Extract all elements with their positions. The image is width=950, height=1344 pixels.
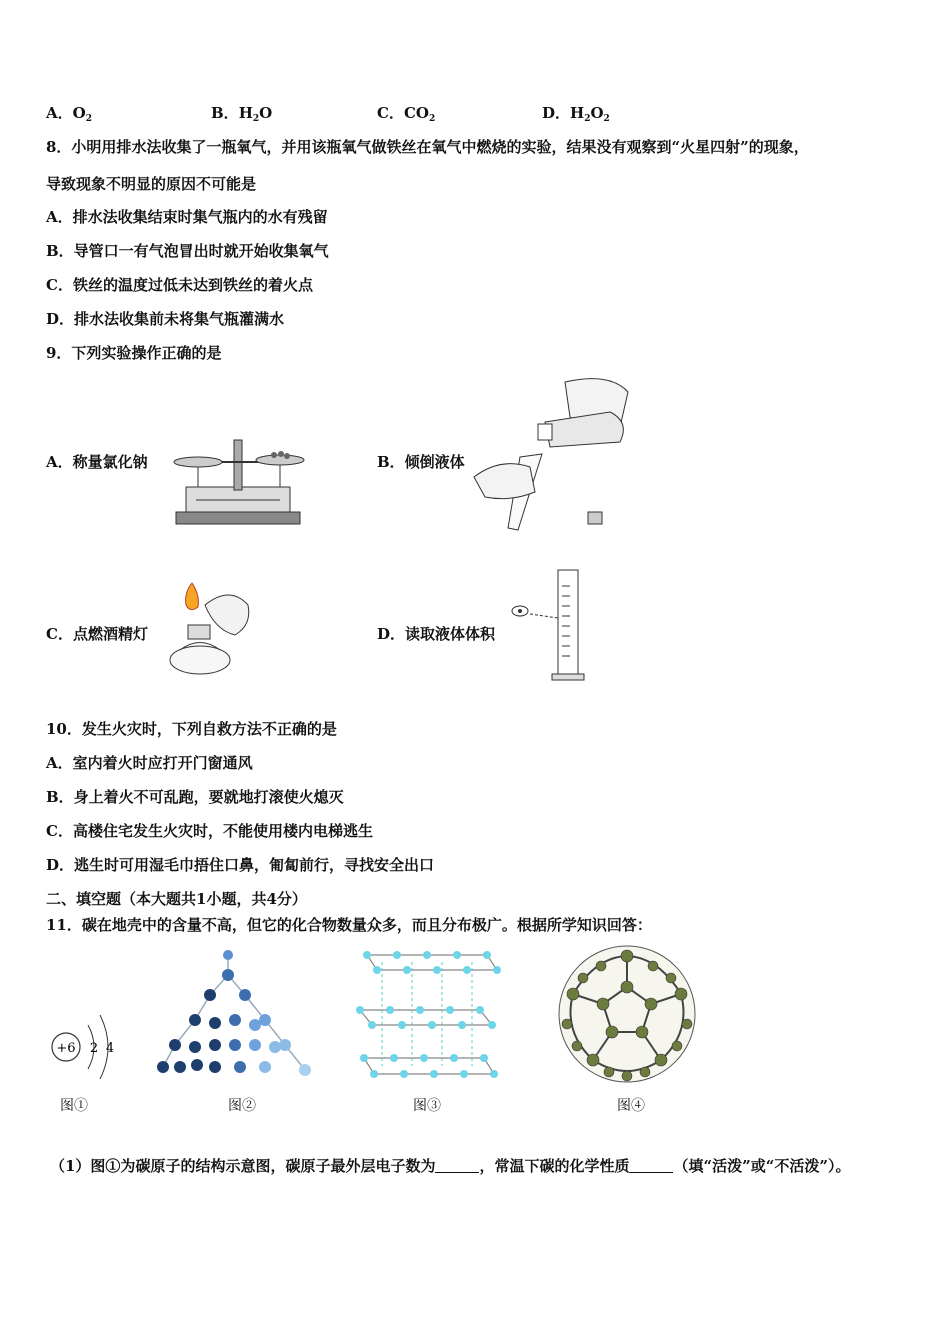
q8-option-c: C．铁丝的温度过低未达到铁丝的着火点	[46, 276, 313, 294]
q10-option-b: B．身上着火不可乱跑，要就地打滚使火熄灭	[46, 788, 344, 806]
q9-option-c: C．点燃酒精灯	[46, 625, 148, 643]
q8-option-a: A．排水法收集结束时集气瓶内的水有残留	[46, 208, 328, 226]
q7-option-d: D．$H_2O_2$	[542, 104, 610, 124]
q11-sub1-text1: （1）图①为碳原子的结构示意图，碳原子最外层电子数为	[50, 1157, 436, 1175]
fig-label-4: 图④	[617, 1098, 645, 1114]
graphite-structure-diagram	[352, 940, 502, 1085]
q8-stem-line2: 导致现象不明显的原因不可能是	[46, 175, 257, 193]
q11-sub1-text2: ，常温下碳的化学性质	[479, 1157, 630, 1175]
q11-stem: 11．碳在地壳中的含量不高，但它的化合物数量众多，而且分布极广。根据所学知识回答：	[46, 916, 652, 934]
c60-fullerene-diagram	[553, 942, 701, 1087]
q11-sub1	[50, 1156, 850, 1176]
pouring-liquid-image	[470, 372, 640, 537]
q8-option-b: B．导管口一有气泡冒出时就开始收集氧气	[46, 242, 329, 260]
q11-sub1-text3: （填“活泼”或“不活泼”）。	[673, 1157, 851, 1175]
answer-blank-1[interactable]	[435, 1158, 479, 1173]
atom-shell1-electrons: 2	[89, 1041, 99, 1056]
fig-label-2: 图②	[228, 1098, 256, 1114]
q10-stem: 10．发生火灾时，下列自救方法不正确的是	[46, 720, 337, 738]
fig-label-1: 图①	[60, 1098, 88, 1114]
q9-option-b: B．倾倒液体	[377, 453, 465, 471]
q7-option-b: B．$H_2O$	[211, 104, 273, 124]
q10-option-d: D．逃生时可用湿毛巾捂住口鼻，匍匐前行，寻找安全出口	[46, 856, 435, 874]
fig-label-3: 图③	[413, 1098, 441, 1114]
q8-option-d: D．排水法收集前未将集气瓶灌满水	[46, 310, 285, 328]
atom-nucleus-charge: +6	[56, 1041, 76, 1056]
answer-blank-2[interactable]	[629, 1158, 673, 1173]
q8-stem-line1: 8．小明用排水法收集了一瓶氧气，并用该瓶氧气做铁丝在氧气中燃烧的实验，结果没有观察到“火星四射”的现象，	[46, 138, 809, 156]
graduated-cylinder-image	[508, 566, 598, 684]
q10-option-a: A．室内着火时应打开门窗通风	[46, 754, 253, 772]
carbon-atom-structure-diagram	[48, 1005, 128, 1087]
q10-option-c: C．高楼住宅发生火灾时，不能使用楼内电梯逃生	[46, 822, 373, 840]
atom-shell2-electrons: 4	[105, 1041, 115, 1056]
q9-option-d: D．读取液体体积	[377, 625, 496, 643]
q9-option-a: A．称量氯化钠	[46, 453, 148, 471]
q7-option-c: C．$CO_2$	[377, 104, 436, 124]
section-title: 二、填空题（本大题共1小题，共4分）	[46, 890, 307, 908]
q9-stem: 9．下列实验操作正确的是	[46, 344, 222, 362]
q7-option-a: A．$O_2$	[46, 104, 92, 124]
diamond-structure-diagram	[155, 945, 315, 1080]
balance-scale-image	[168, 432, 308, 527]
alcohol-lamp-image	[160, 575, 260, 680]
